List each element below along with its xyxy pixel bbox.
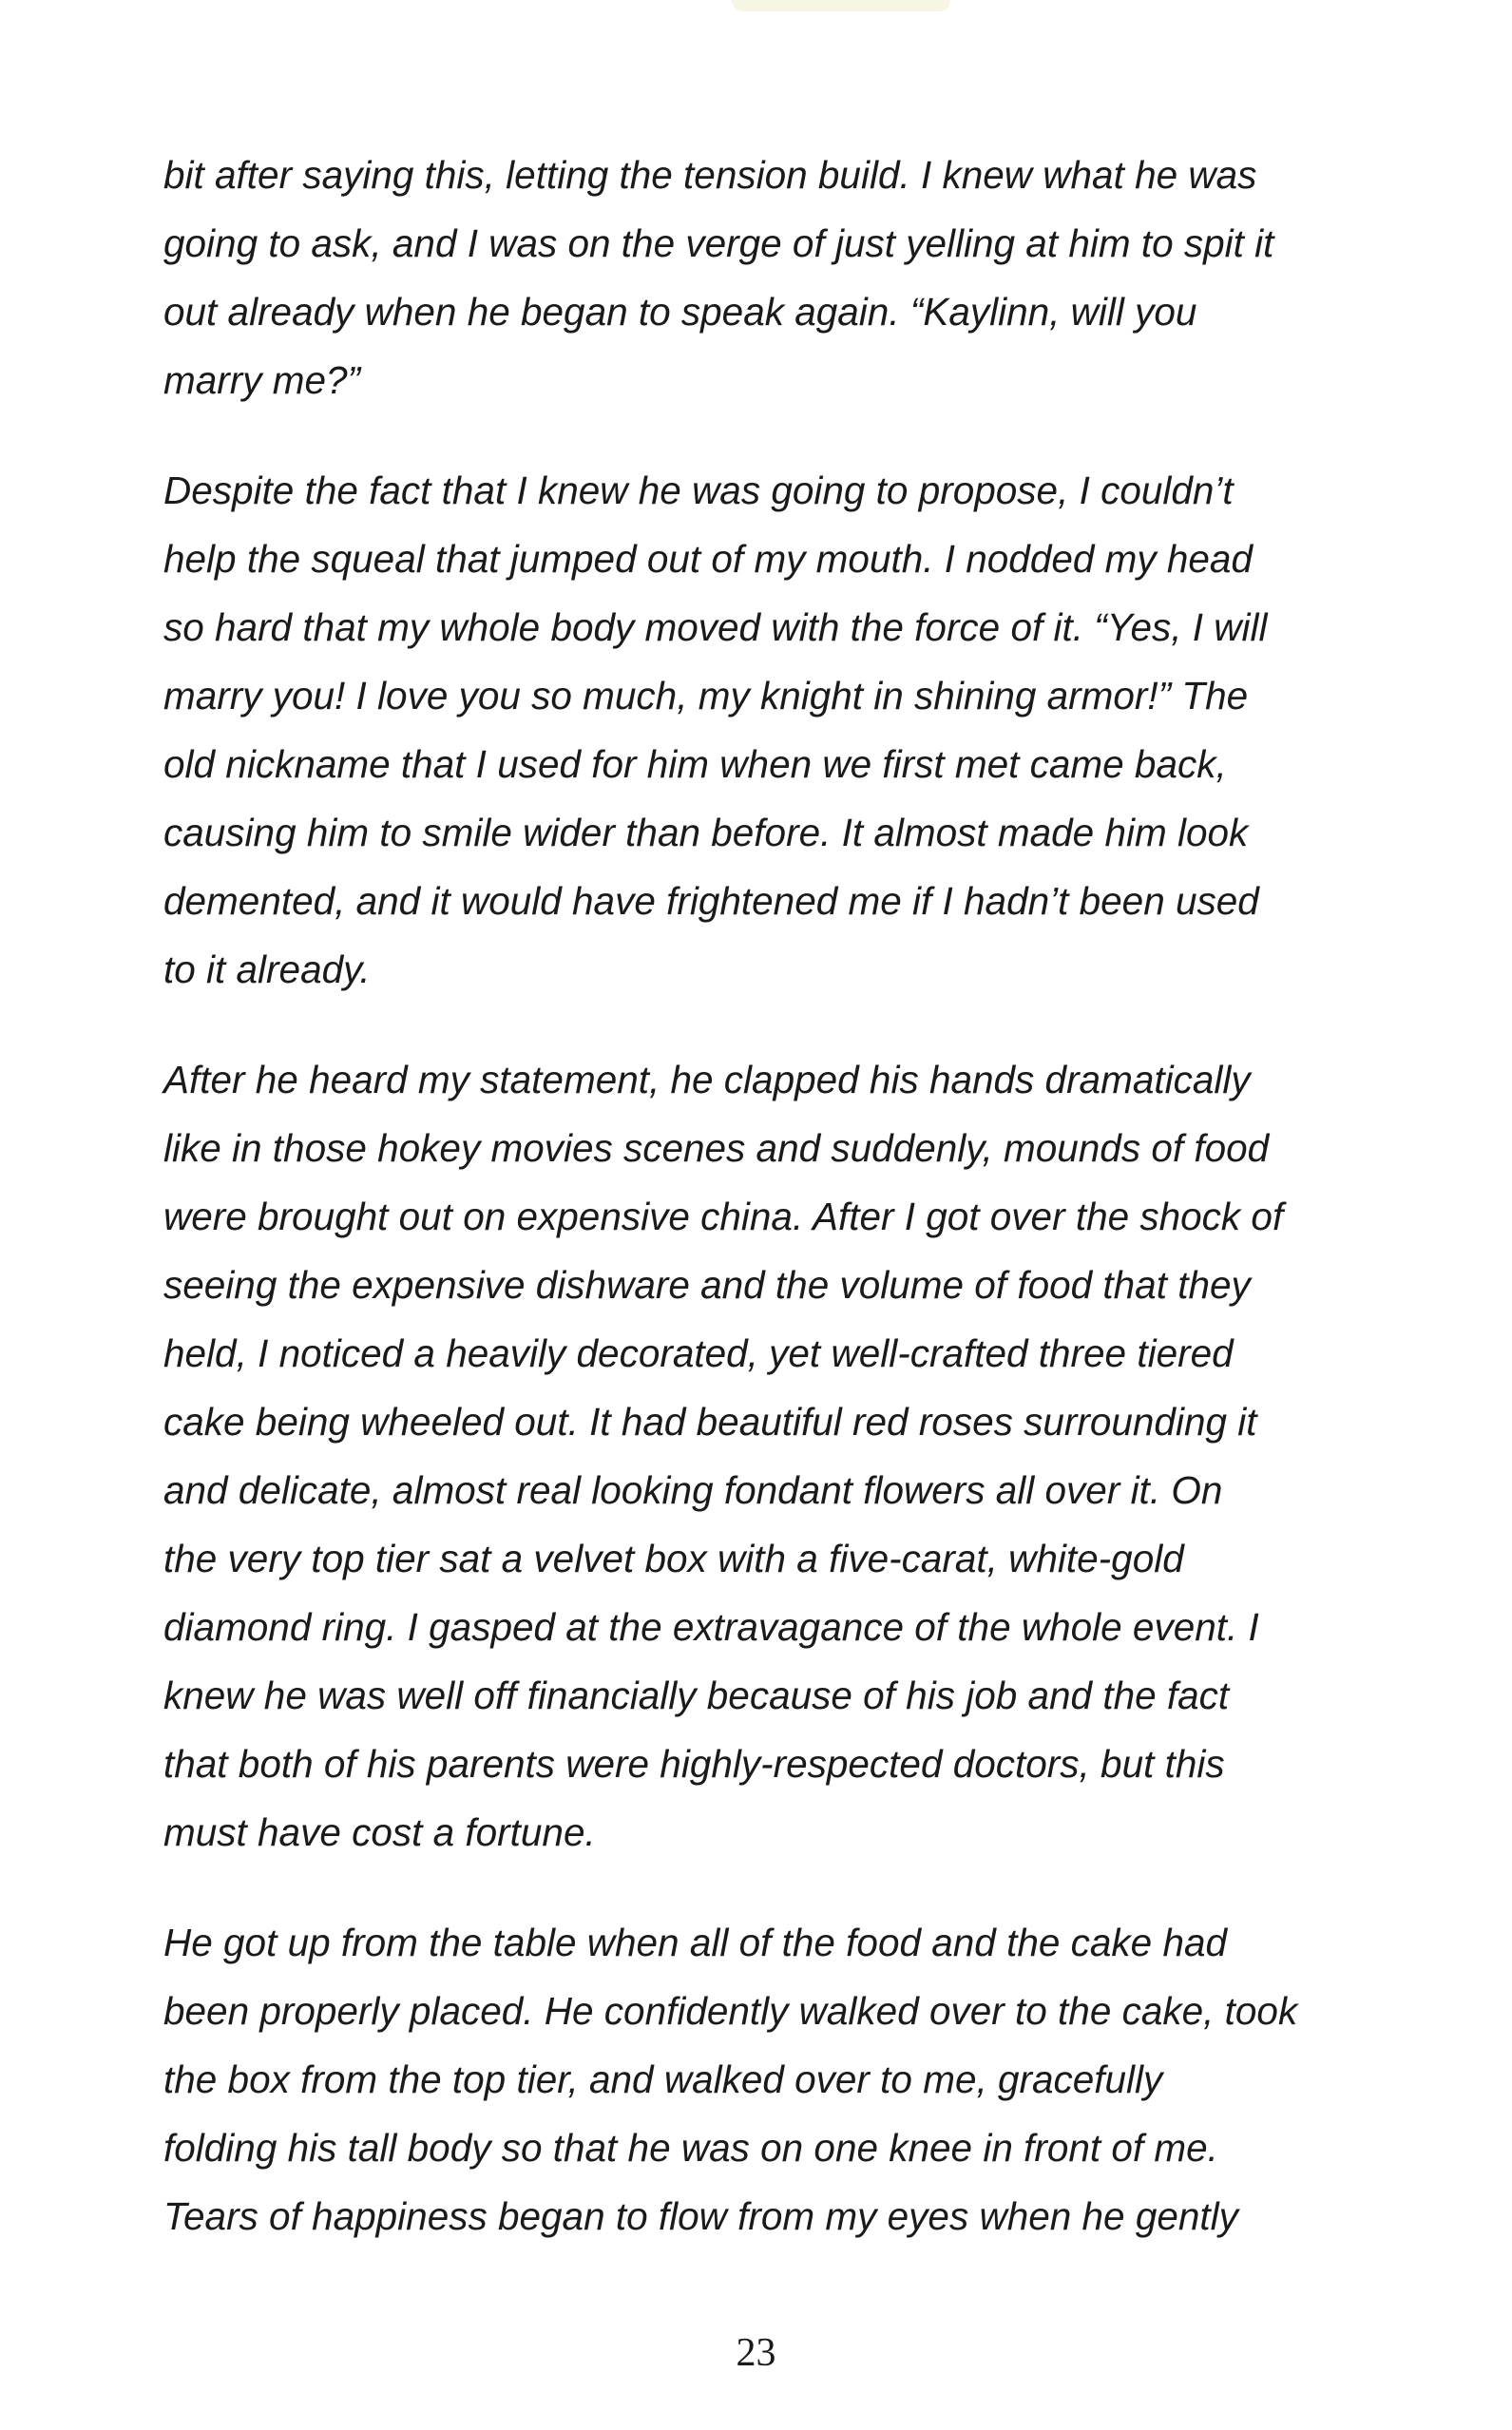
text-line: so hard that my whole body moved with the force of it. “Yes, I will [163, 605, 1268, 649]
paragraph [163, 1908, 1456, 2250]
text-line: knew he was well off financially because of his job and the fact [163, 1674, 1230, 1717]
text-line: He got up from the table when all of the food and the cake had [163, 1921, 1228, 1964]
text-line: been properly placed. He confidently walked over to the cake, took [163, 1989, 1298, 2033]
paragraph [163, 1045, 1456, 1866]
scan-artifact [732, 0, 950, 11]
text-line: like in those hokey movies scenes and suddenly, mounds of food [163, 1126, 1270, 1170]
text-line: diamond ring. I gasped at the extravagance of the whole event. I [163, 1605, 1259, 1649]
body-text [163, 141, 1456, 2292]
text-line: help the squeal that jumped out of my mouth. I nodded my head [163, 537, 1253, 581]
text-line: Tears of happiness began to flow from my eyes when he gently [163, 2194, 1238, 2238]
text-line: were brought out on expensive china. After I got over the shock of [163, 1195, 1284, 1238]
text-line: to it already. [163, 947, 371, 991]
text-line: going to ask, and I was on the verge of just yelling at him to spit it [163, 221, 1274, 265]
page-number: 23 [736, 2331, 776, 2375]
text-line: the very top tier sat a velvet box with a five-carat, white-gold [163, 1537, 1184, 1580]
text-line: cake being wheeled out. It had beautiful red roses surrounding it [163, 1400, 1257, 1444]
paragraph [163, 456, 1456, 1004]
text-line: out already when he began to speak again. “Kaylinn, will you [163, 290, 1197, 334]
text-line: and delicate, almost real looking fondant flowers all over it. On [163, 1468, 1223, 1512]
text-line: demented, and it would have frightened me if I hadn’t been used [163, 879, 1259, 923]
text-line: that both of his parents were highly-respected doctors, but this [163, 1742, 1225, 1786]
text-line: Despite the fact that I knew he was going to propose, I couldn’t [163, 469, 1234, 512]
text-line: seeing the expensive dishware and the volume of food that they [163, 1263, 1251, 1307]
text-line: must have cost a fortune. [163, 1810, 596, 1854]
text-line: bit after saying this, letting the tension build. I knew what he was [163, 153, 1257, 197]
text-line: marry me?” [163, 358, 361, 402]
paragraph [163, 141, 1456, 414]
text-line: old nickname that I used for him when we first met came back, [163, 742, 1227, 786]
text-line: the box from the top tier, and walked over to me, gracefully [163, 2057, 1163, 2101]
text-line: folding his tall body so that he was on one knee in front of me. [163, 2126, 1218, 2170]
text-line: After he heard my statement, he clapped his hands dramatically [163, 1058, 1251, 1101]
text-line: marry you! I love you so much, my knight in shining armor!” The [163, 674, 1249, 718]
text-line: causing him to smile wider than before. It almost made him look [163, 811, 1249, 854]
text-line: held, I noticed a heavily decorated, yet well-crafted three tiered [163, 1331, 1234, 1375]
